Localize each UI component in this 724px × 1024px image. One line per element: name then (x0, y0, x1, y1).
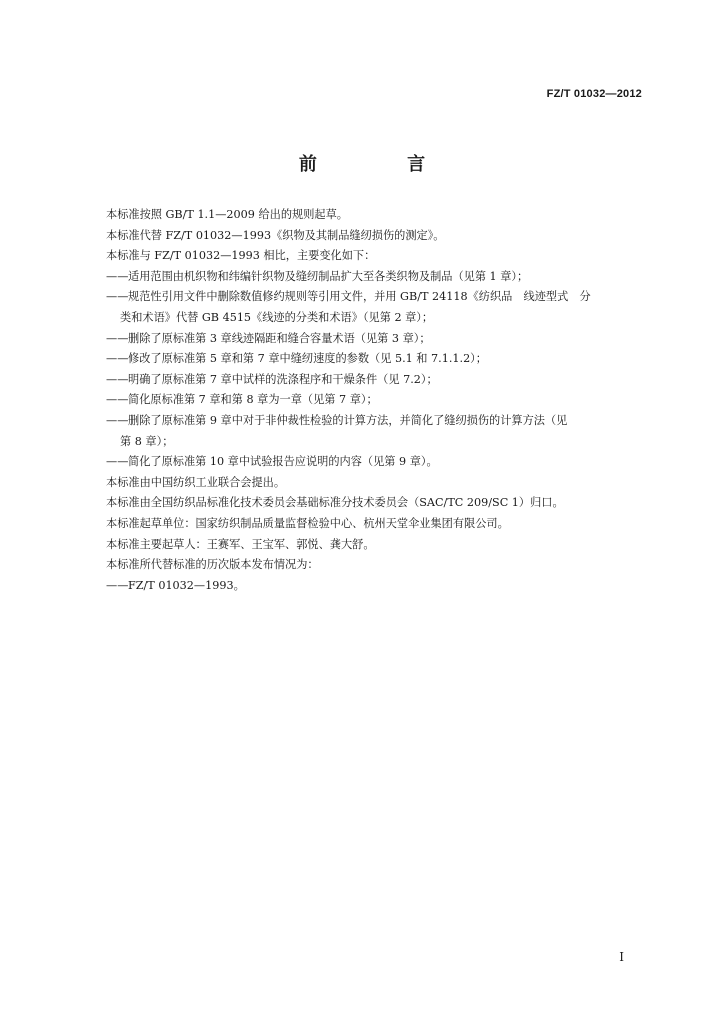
change-list-item (106, 452, 646, 473)
list-item-continuation: 第 8 章）； (120, 434, 174, 448)
change-list-item (106, 349, 646, 370)
change-list-item (106, 329, 646, 350)
list-item-text: 修改了原标准第 5 章和第 7 章中缝纫速度的参数（见 5.1 和 7.1.1.2）； (128, 352, 487, 366)
paragraph-line: 本标准由全国纺织品标准化技术委员会基础标准分技术委员会（SAC/TC 209/SC 1）归口。 (106, 496, 564, 510)
paragraph-line: 本标准由中国纺织工业联合会提出。 (106, 475, 286, 489)
paragraph-line: 本标准所代替标准的历次版本发布情况为： (106, 558, 319, 572)
list-item-text: 明确了原标准第 7 章中试样的洗涤程序和干燥条件（见 7.2）； (128, 372, 438, 386)
list-item-text: 简化原标准第 7 章和第 8 章为一章（见第 7 章）； (128, 393, 378, 407)
change-list-item (106, 390, 646, 411)
change-list-item (106, 267, 646, 288)
foreword-body (106, 205, 646, 596)
list-item-text: 删除了原标准第 9 章中对于非仲裁性检验的计算方法，并简化了缝纫损伤的计算方法（见 (128, 413, 568, 427)
list-dash: —— (106, 290, 129, 304)
list-dash: —— (106, 393, 129, 407)
list-dash: —— (106, 578, 129, 592)
list-dash: —— (106, 372, 129, 386)
list-dash: —— (106, 352, 129, 366)
paragraph-line: 本标准起草单位：国家纺织制品质量监督检验中心、杭州天堂伞业集团有限公司。 (106, 516, 509, 530)
list-item-text: FZ/T 01032—1993。 (128, 578, 245, 592)
list-item-text: 规范性引用文件中删除数值修约规则等引用文件，并用 GB/T 24118《纺织品 线迹型式 分 (128, 290, 591, 304)
change-list-item (106, 370, 646, 391)
list-item-text: 简化了原标准第 10 章中试验报告应说明的内容（见第 9 章）。 (128, 455, 438, 469)
list-item-continuation: 类和术语》代替 GB 4515《线迹的分类和术语》（见第 2 章）； (120, 310, 434, 324)
list-dash: —— (106, 455, 129, 469)
list-item-text: 适用范围由机织物和纬编针织物及缝纫制品扩大至各类织物及制品（见第 1 章）； (128, 269, 529, 283)
paragraph-line: 本标准按照 GB/T 1.1—2009 给出的规则起草。 (106, 208, 348, 221)
list-dash: —— (106, 331, 129, 345)
change-list-item (106, 287, 646, 308)
page-number: I (619, 950, 624, 964)
change-list-item (106, 411, 646, 432)
list-dash: —— (106, 269, 129, 283)
document-code: FZ/T 01032—2012 (546, 88, 642, 100)
page-title: 前 言 (298, 154, 468, 175)
paragraph-line: 本标准主要起草人：王赛军、王宝军、郭悦、龚大舒。 (106, 537, 375, 551)
change-list-item (106, 576, 646, 597)
list-item-text: 删除了原标准第 3 章线迹隔距和缝合容量术语（见第 3 章）； (128, 331, 431, 345)
paragraph-line: 本标准与 FZ/T 01032—1993 相比，主要变化如下： (106, 249, 376, 263)
list-dash: —— (106, 413, 129, 427)
paragraph-line: 本标准代替 FZ/T 01032—1993《织物及其制品缝纫损伤的测定》。 (106, 228, 445, 242)
